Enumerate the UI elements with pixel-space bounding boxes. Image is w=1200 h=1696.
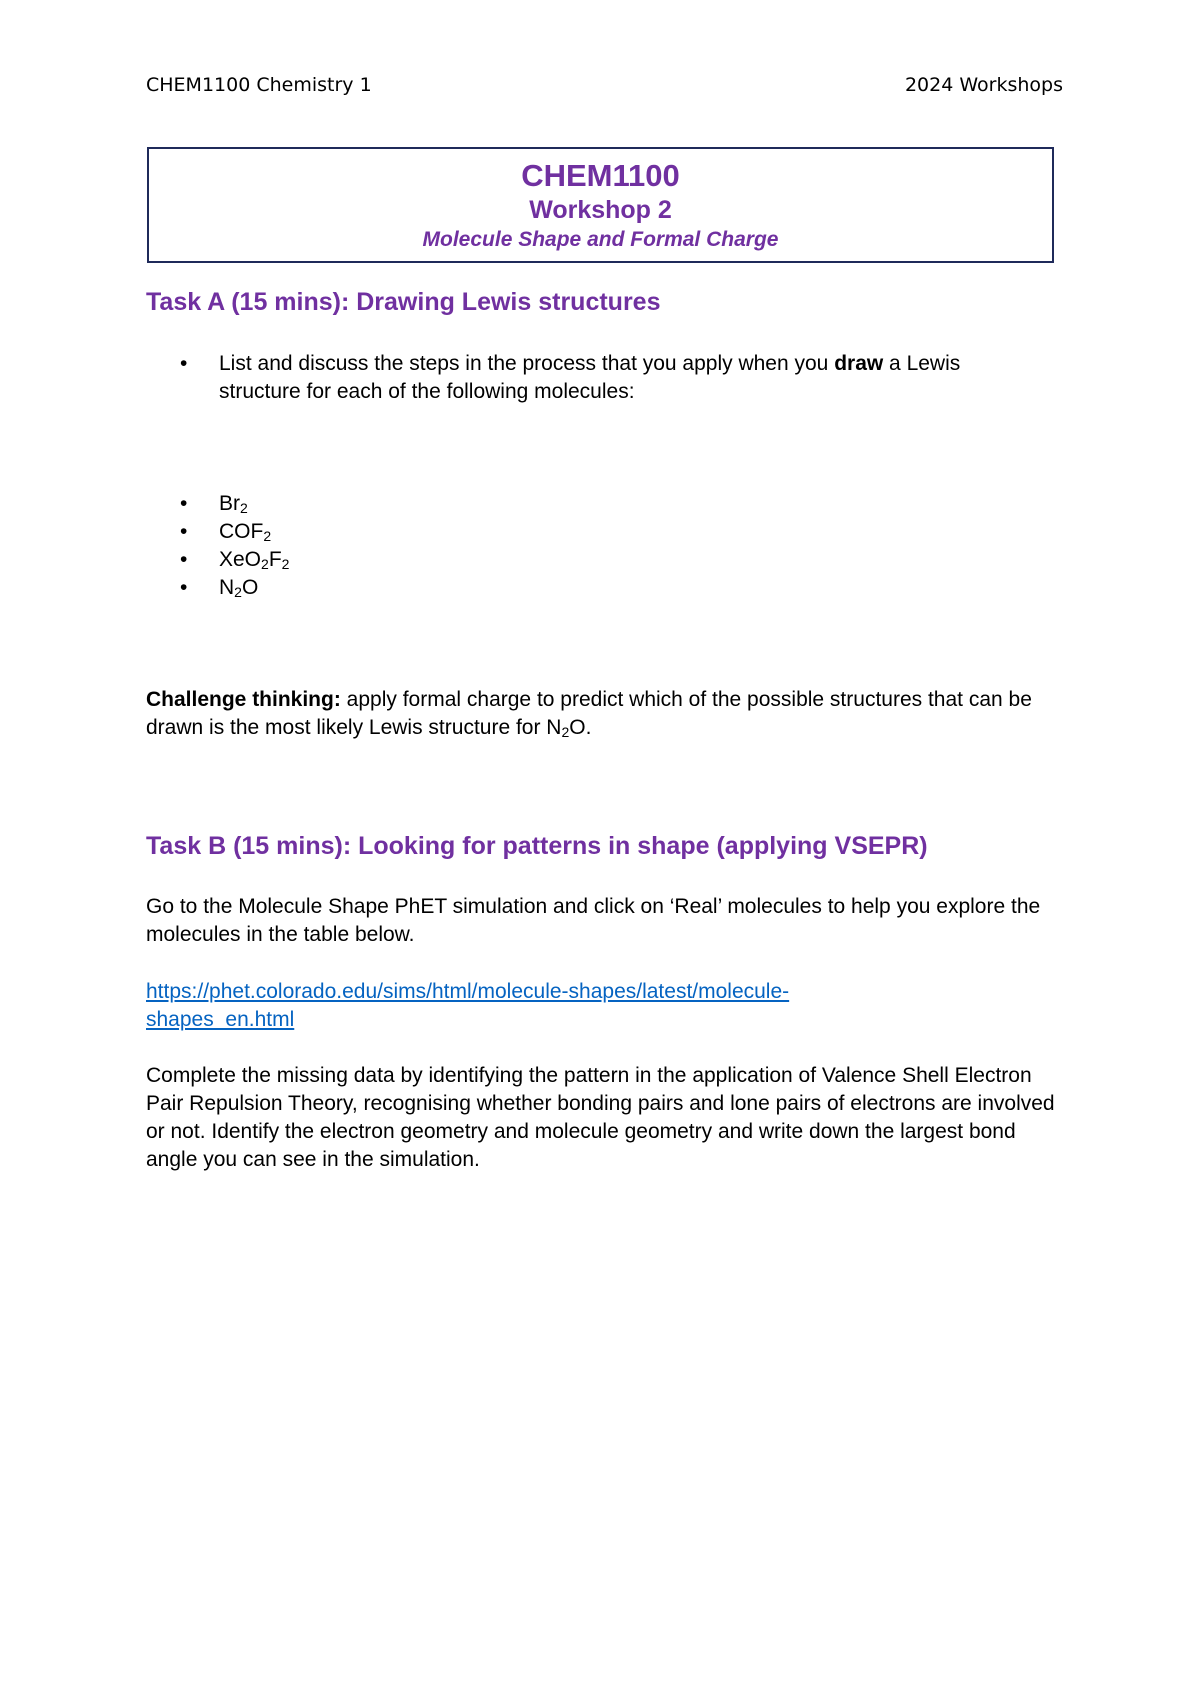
formula-part: XeO (219, 548, 262, 571)
formula-subscript: 2 (234, 584, 242, 600)
title-box (147, 147, 1054, 263)
bullet-icon: • (180, 352, 188, 375)
formula-part: N (219, 576, 235, 599)
formula-part: O (241, 576, 259, 599)
challenge-paragraph (146, 686, 1066, 742)
formula-part: COF (219, 520, 264, 543)
page-header (146, 74, 1063, 104)
bullet-icon: • (180, 548, 188, 571)
task-b-instructions: Complete the missing data by identifying the pattern in the application of Valence Shell Electron Pair Repulsion Theory, recognising whether bonding pairs and lone pairs of electrons are involved or not. Identify the electron geometry and molecule geometry and write down the largest bond angle you can see in the simulation. (146, 1064, 1055, 1171)
task-a-intro-text (219, 350, 1039, 406)
course-code: CHEM1100 (521, 158, 680, 193)
bullet-icon: • (180, 520, 188, 543)
challenge-label: Challenge thinking: (146, 688, 341, 711)
header-course-label: CHEM1100 Chemistry 1 (146, 74, 372, 96)
link-line-1: https://phet.colorado.edu/sims/html/molecule-shapes/latest/molecule- (146, 980, 790, 1003)
challenge-end: O. (569, 716, 592, 739)
phet-simulation-link[interactable] (146, 980, 789, 1031)
link-line-2: shapes_en.html (146, 1008, 295, 1031)
intro-part1: List and discuss the steps in the process that you apply when you (219, 352, 835, 375)
intro-bold-word: draw (834, 352, 884, 375)
task-b-intro: Go to the Molecule Shape PhET simulation and click on ‘Real’ molecules to help you explore the molecules in the table below. (146, 895, 1041, 946)
formula-subscript: 2 (561, 724, 570, 740)
formula-part: Br (219, 492, 240, 515)
intro-part2: a Lewis structure for each of the following molecules: (219, 352, 961, 403)
workshop-subtitle: Molecule Shape and Formal Charge (422, 228, 779, 251)
formula-subscript: 2 (240, 500, 248, 516)
formula-part: F (268, 548, 282, 571)
bullet-icon: • (180, 492, 188, 515)
header-year-label: 2024 Workshops (904, 74, 1063, 96)
task-a-heading: Task A (15 mins): Drawing Lewis structures (146, 288, 661, 316)
formula-subscript: 2 (263, 528, 272, 544)
bullet-icon: • (180, 576, 188, 599)
formula-subscript: 2 (281, 556, 290, 572)
workshop-title: Workshop 2 (529, 196, 672, 224)
phet-link-paragraph (146, 978, 1066, 1034)
task-b-heading: Task B (15 mins): Looking for patterns in shape (applying VSEPR) (146, 832, 928, 860)
formula-subscript: 2 (261, 556, 269, 572)
challenge-text: apply formal charge to predict which of the possible structures that can be drawn is the most likely Lewis structure for N (146, 688, 1032, 739)
